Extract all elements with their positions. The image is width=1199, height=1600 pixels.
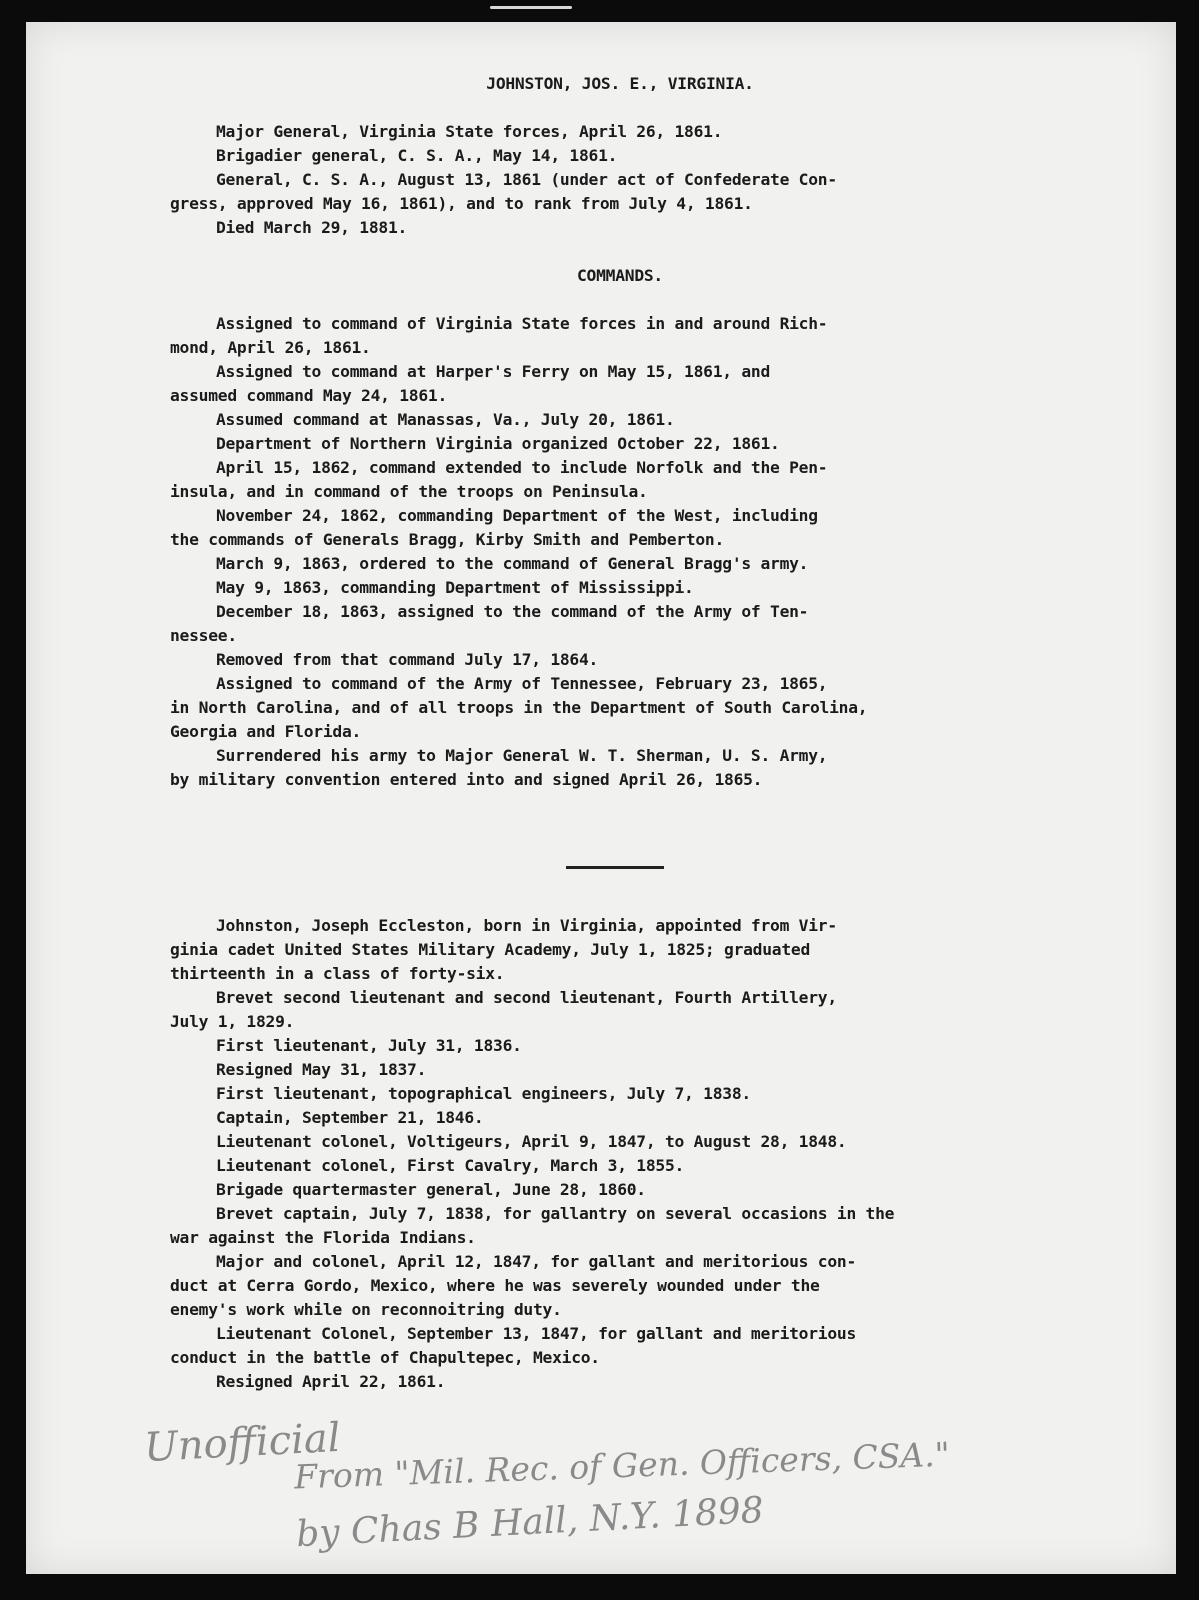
commands-line: insula, and in command of the troops on Peninsula.: [170, 482, 648, 501]
commands-line: May 9, 1863, commanding Department of Mississippi.: [216, 578, 694, 597]
commands-line: by military convention entered into and signed April 26, 1865.: [170, 770, 763, 789]
commands-line: Georgia and Florida.: [170, 722, 362, 741]
commands-line: Assumed command at Manassas, Va., July 20, 1861.: [216, 410, 675, 429]
service-line: Died March 29, 1881.: [216, 218, 408, 237]
service-line: Major General, Virginia State forces, April 26, 1861.: [216, 122, 723, 141]
commands-line: April 15, 1862, command extended to include Norfolk and the Pen-: [216, 458, 828, 477]
commands-line: nessee.: [170, 626, 237, 645]
handwritten-attribution: by Chas B Hall, N.Y. 1898: [295, 1489, 765, 1556]
biography-line: Resigned April 22, 1861.: [216, 1372, 446, 1391]
biography-line: First lieutenant, July 31, 1836.: [216, 1036, 522, 1055]
commands-line: in North Carolina, and of all troops in the Department of South Carolina,: [170, 698, 868, 717]
biography-line: Brevet second lieutenant and second lieutenant, Fourth Artillery,: [216, 988, 837, 1007]
commands-line: December 18, 1863, assigned to the command of the Army of Ten-: [216, 602, 809, 621]
commands-heading: COMMANDS.: [577, 266, 663, 285]
commands-line: mond, April 26, 1861.: [170, 338, 371, 357]
service-line: gress, approved May 16, 1861), and to rank from July 4, 1861.: [170, 194, 753, 213]
commands-line: November 24, 1862, commanding Department of the West, including: [216, 506, 818, 525]
biography-line: thirteenth in a class of forty-six.: [170, 964, 505, 983]
handwritten-unofficial: Unofficial: [142, 1414, 342, 1472]
commands-line: the commands of Generals Bragg, Kirby Smith and Pemberton.: [170, 530, 725, 549]
document-page: [26, 22, 1176, 1574]
biography-line: Lieutenant Colonel, September 13, 1847, for gallant and meritorious: [216, 1324, 856, 1343]
commands-line: Assigned to command of the Army of Tennessee, February 23, 1865,: [216, 674, 828, 693]
commands-line: Assigned to command of Virginia State forces in and around Rich-: [216, 314, 828, 333]
biography-line: Brigade quartermaster general, June 28, 1860.: [216, 1180, 646, 1199]
service-line: Brigadier general, C. S. A., May 14, 1861.: [216, 146, 618, 165]
handwritten-source: From "Mil. Rec. of Gen. Officers, CSA.": [293, 1434, 951, 1497]
biography-line: Resigned May 31, 1837.: [216, 1060, 427, 1079]
commands-line: Surrendered his army to Major General W. T. Sherman, U. S. Army,: [216, 746, 828, 765]
biography-line: duct at Cerra Gordo, Mexico, where he was severely wounded under the: [170, 1276, 820, 1295]
biography-line: ginia cadet United States Military Academy, July 1, 1825; graduated: [170, 940, 810, 959]
biography-line: Lieutenant colonel, First Cavalry, March 3, 1855.: [216, 1156, 685, 1175]
biography-line: Johnston, Joseph Eccleston, born in Virginia, appointed from Vir-: [216, 916, 837, 935]
biography-line: First lieutenant, topographical engineers, July 7, 1838.: [216, 1084, 751, 1103]
commands-line: Removed from that command July 17, 1864.: [216, 650, 599, 669]
biography-line: enemy's work while on reconnoitring duty.: [170, 1300, 562, 1319]
film-edge-mark: [490, 6, 572, 9]
commands-line: March 9, 1863, ordered to the command of General Bragg's army.: [216, 554, 809, 573]
biography-line: conduct in the battle of Chapultepec, Mexico.: [170, 1348, 600, 1367]
biography-line: war against the Florida Indians.: [170, 1228, 476, 1247]
commands-line: Department of Northern Virginia organized October 22, 1861.: [216, 434, 780, 453]
biography-line: Captain, September 21, 1846.: [216, 1108, 484, 1127]
record-title: JOHNSTON, JOS. E., VIRGINIA.: [486, 74, 754, 93]
biography-line: July 1, 1829.: [170, 1012, 295, 1031]
biography-line: Major and colonel, April 12, 1847, for gallant and meritorious con-: [216, 1252, 856, 1271]
section-divider: [566, 866, 664, 869]
biography-line: Brevet captain, July 7, 1838, for gallantry on several occasions in the: [216, 1204, 895, 1223]
commands-line: assumed command May 24, 1861.: [170, 386, 448, 405]
biography-line: Lieutenant colonel, Voltigeurs, April 9, 1847, to August 28, 1848.: [216, 1132, 847, 1151]
commands-line: Assigned to command at Harper's Ferry on May 15, 1861, and: [216, 362, 771, 381]
service-line: General, C. S. A., August 13, 1861 (under act of Confederate Con-: [216, 170, 837, 189]
